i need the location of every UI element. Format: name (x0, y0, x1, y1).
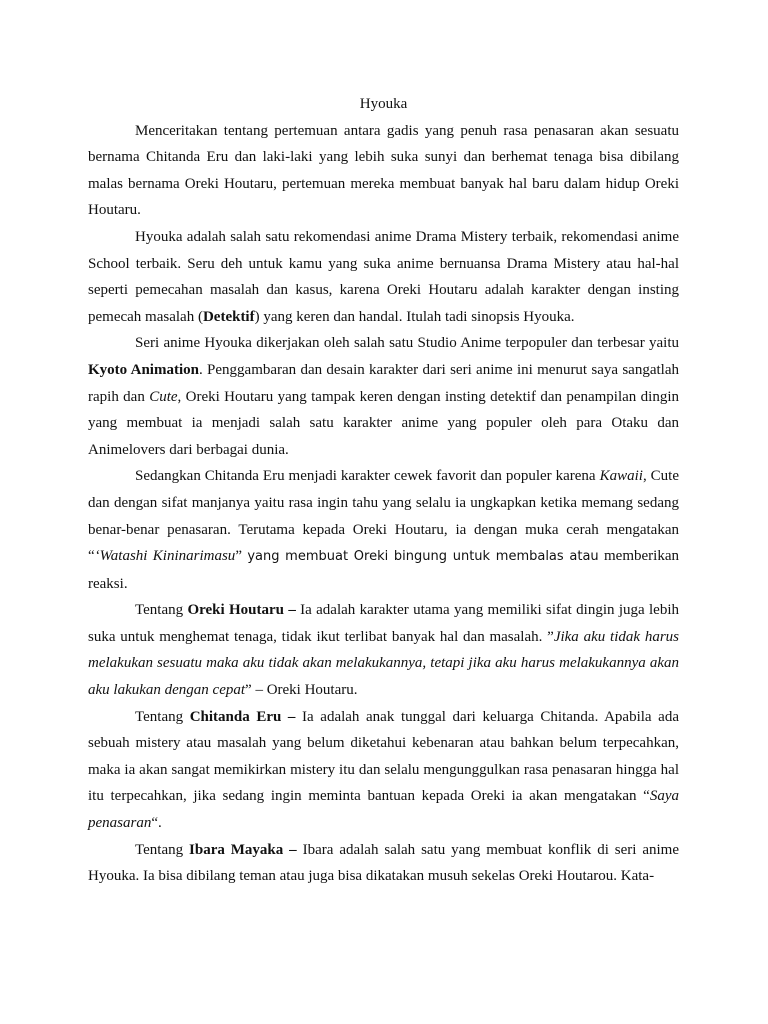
bold-text: Ibara Mayaka – (189, 841, 297, 858)
text-run: Tentang (135, 708, 190, 725)
italic-text: Jika aku tidak harus melakukan sesuatu maka aku tidak akan melakukannya, tetapi jika aku harus melakukannya akan aku lakukan dengan cepat (88, 628, 679, 699)
italic-text: Kawaii (599, 468, 643, 485)
body-paragraph (88, 597, 679, 703)
text-run: Ibara adalah salah satu yang membuat konflik di seri anime Hyouka. Ia bisa dibilang teman atau juga bisa dikatakan musuh sekelas Oreki Houtarou. Kata- (88, 841, 679, 885)
text-run: , Cute dan dengan sifat manjanya yaitu rasa ingin tahu yang selalu ia ungkapkan ketika memang sedang benar-benar penasaran. Terutama kepada Oreki Houtaru, ia dengan muka cerah mengatakan “ (88, 468, 679, 565)
text-run: ) yang keren dan handal. Itulah tadi sinopsis Hyouka. (254, 308, 575, 325)
text-run: Tentang (135, 602, 188, 619)
paragraph-list (88, 118, 679, 890)
italic-text: ‘Watashi Kininarimasu (94, 548, 236, 565)
body-paragraph (88, 330, 679, 463)
text-run: Ia adalah karakter utama yang memiliki sifat dingin juga lebih suka untuk menghemat tenaga, tidak ikut terlibat banyak hal dan masalah. ” (88, 602, 679, 645)
italic-text: Saya penasaran (88, 788, 679, 832)
text-run: Sedangkan Chitanda Eru menjadi karakter cewek favorit dan populer karena (135, 468, 600, 485)
bold-text: Oreki Houtaru – (187, 602, 296, 619)
body-paragraph (88, 837, 679, 890)
alt-font-text: yang membuat Oreki bingung untuk membalas atau (247, 549, 599, 565)
document-title: Hyouka (359, 96, 408, 112)
text-run: memberikan reaksi. (88, 548, 679, 592)
text-run: Hyouka adalah salah satu rekomendasi anime Drama Mistery terbaik, rekomendasi anime School terbaik. Seru deh untuk kamu yang suka anime bernuansa Drama Mistery atau hal-hal seperti pemecahan masalah dan kasus, karena Oreki Houtaru adalah karakter dengan insting pemecah masalah ( (88, 228, 679, 325)
text-run: ” – Oreki Houtaru. (245, 682, 358, 699)
body-paragraph (88, 704, 679, 837)
bold-text: Kyoto Animation (88, 361, 199, 378)
italic-text: Cute (149, 388, 178, 405)
text-run: Seri anime Hyouka dikerjakan oleh salah satu Studio Anime terpopuler dan terbesar yaitu (135, 335, 679, 352)
text-run: Ia adalah anak tunggal dari keluarga Chitanda. Apabila ada sebuah mistery atau masalah yang belum diketahui kebenaran atau bahkan belum terpecahkan, maka ia akan sangat memikirkan mistery itu dan selalu mengunggulkan rasa penasaran hingga hal itu terpecahkan, jika sedang ingin meminta bantuan kepada Oreki ia akan mengatakan “ (88, 708, 679, 805)
text-run: Menceritakan tentang pertemuan antara gadis yang penuh rasa penasaran akan sesuatu bernama Chitanda Eru dan laki-laki yang lebih suka sunyi dan berhemat tenaga bisa dibilang malas bernama Oreki Houtaru, pertemuan mereka membuat banyak hal baru dalam hidup Oreki Houtaru. (88, 122, 679, 219)
text-run: ” (235, 548, 248, 565)
bold-text: Detektif (202, 308, 255, 325)
text-run: Tentang (135, 841, 190, 858)
bold-text: Chitanda Eru – (189, 708, 296, 725)
text-run: “. (151, 815, 162, 832)
body-paragraph (88, 118, 679, 224)
body-paragraph (88, 224, 679, 330)
text-run: , Oreki Houtaru yang tampak keren dengan insting detektif dan penampilan dingin yang membuat ia menjadi salah satu karakter anime yang populer oleh para Otaku dan Animelovers dari berbagai dunia. (88, 388, 679, 458)
document-body (88, 91, 679, 890)
text-run: . Penggambaran dan desain karakter dari seri anime ini menurut saya sangatlah rapih dan (88, 361, 679, 405)
body-paragraph (88, 463, 679, 597)
